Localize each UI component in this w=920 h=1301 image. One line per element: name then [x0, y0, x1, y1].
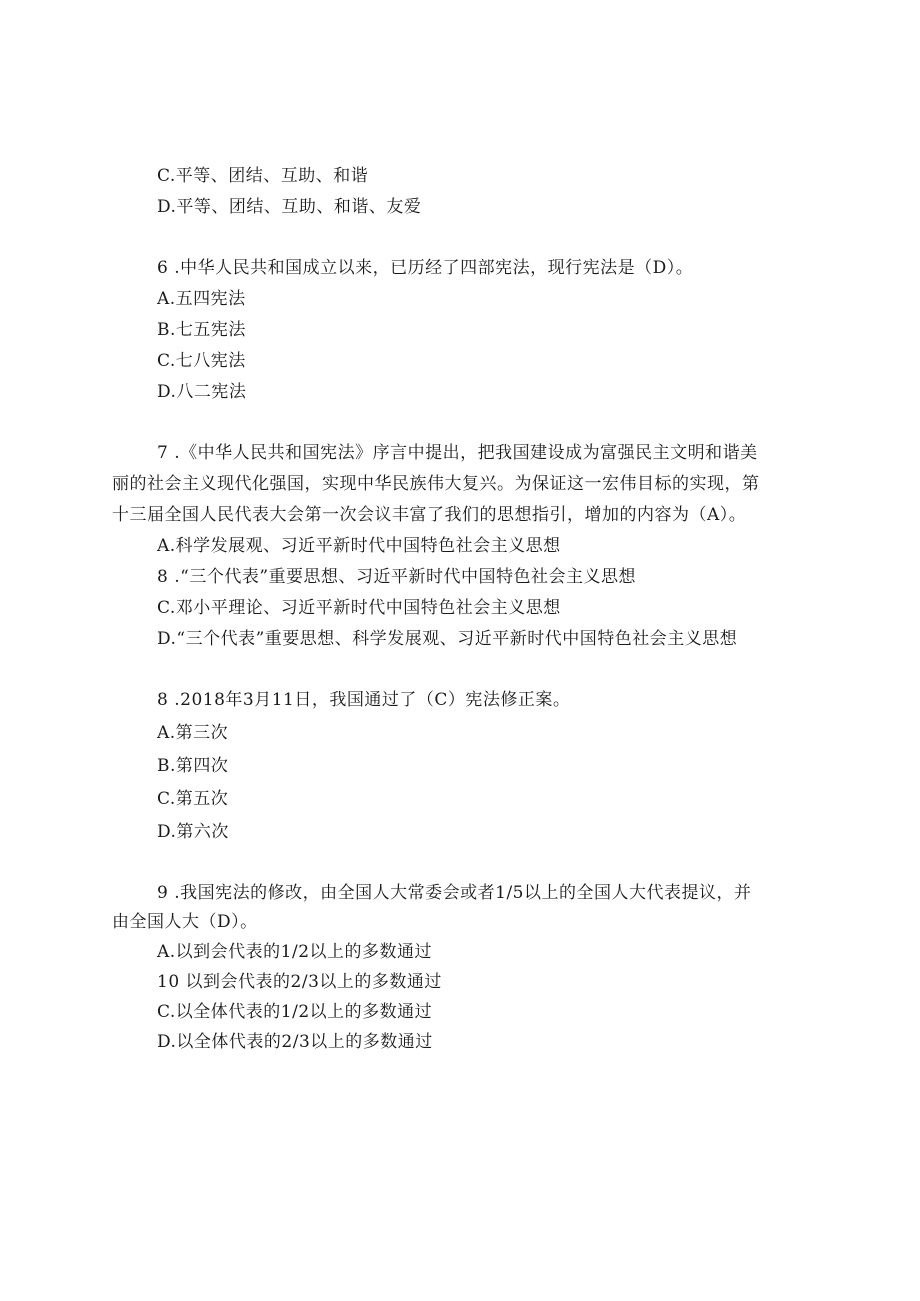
q9-option-a: A.以到会代表的1/2以上的多数通过 — [157, 942, 433, 962]
q6-option-c: C.七八宪法 — [157, 351, 246, 371]
q9-stem-line-2: 由全国人大（D）。 — [112, 912, 258, 932]
q7-stem-line-3: 十三届全国人民代表大会第一次会议丰富了我们的思想指引，增加的内容为（A）。 — [112, 505, 747, 525]
q6-option-b: B.七五宪法 — [157, 320, 246, 340]
q7-stem-line-2: 丽的社会主义现代化强国，实现中华民族伟大复兴。为保证这一宏伟目标的实现，第 — [112, 474, 760, 494]
q7-option-c: C.邓小平理论、习近平新时代中国特色社会主义思想 — [157, 598, 561, 618]
q6-option-d: D.八二宪法 — [157, 382, 247, 402]
q7-option-b: 8 .“三个代表”重要思想、习近平新时代中国特色社会主义思想 — [157, 567, 637, 587]
q7-stem-line-1: 7 .《中华人民共和国宪法》序言中提出，把我国建设成为富强民主文明和谐美 — [157, 443, 758, 463]
q8-option-b: B.第四次 — [157, 756, 229, 776]
q7-option-d: D.“三个代表”重要思想、科学发展观、习近平新时代中国特色社会主义思想 — [157, 629, 738, 649]
q9-option-d: D.以全体代表的2/3以上的多数通过 — [157, 1032, 433, 1052]
q8-option-d: D.第六次 — [157, 822, 229, 842]
q5-option-d: D.平等、团结、互助、和谐、友爱 — [157, 197, 422, 217]
q5-option-c: C.平等、团结、互助、和谐 — [157, 166, 369, 186]
q9-option-b: 10 以到会代表的2/3以上的多数通过 — [157, 972, 442, 992]
q8-option-c: C.第五次 — [157, 789, 229, 809]
q6-stem: 6 .中华人民共和国成立以来，已历经了四部宪法，现行宪法是（D）。 — [157, 258, 694, 278]
q8-stem: 8 .2018年3月11日，我国通过了（C）宪法修正案。 — [157, 690, 571, 710]
q9-option-c: C.以全体代表的1/2以上的多数通过 — [157, 1002, 433, 1022]
q7-option-a: A.科学发展观、习近平新时代中国特色社会主义思想 — [157, 536, 561, 556]
q9-stem-line-1: 9 .我国宪法的修改，由全国人大常委会或者1/5以上的全国人大代表提议，并 — [157, 883, 752, 903]
q6-option-a: A.五四宪法 — [157, 289, 246, 309]
q8-option-a: A.第三次 — [157, 723, 229, 743]
